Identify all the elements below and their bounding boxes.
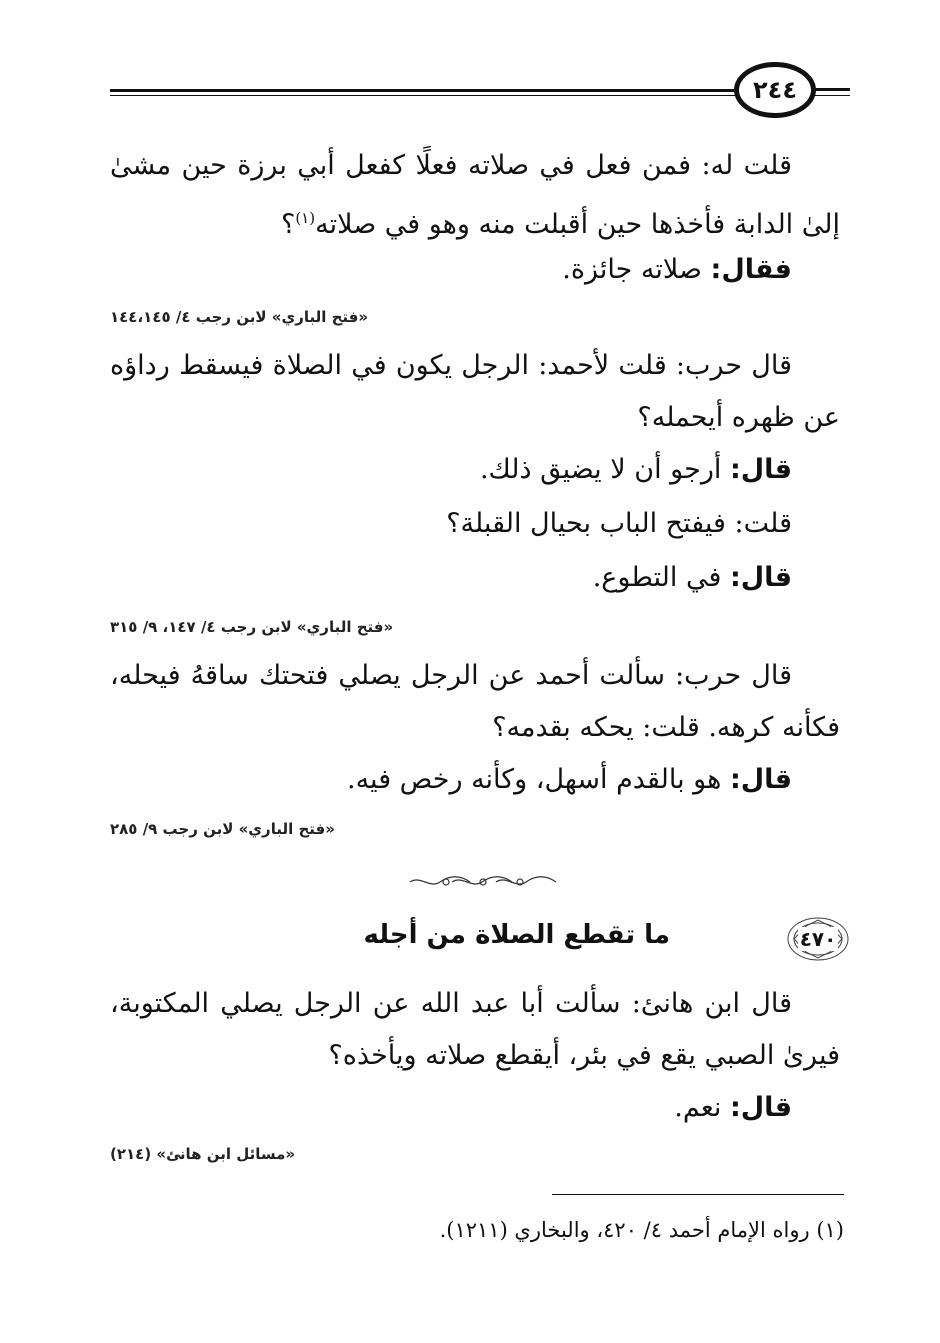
- answer-label: فقال:: [710, 254, 792, 285]
- answer-label: قال:: [729, 764, 792, 795]
- answer-label: قال:: [729, 562, 792, 593]
- paragraph-harb-leg: قال حرب: سألت أحمد عن الرجل يصلي فتحتك ساقهُ فيحله، فكأنه كرهه. قلت: يحكه بقدمه؟: [110, 660, 840, 743]
- question-mark: ؟: [280, 209, 296, 240]
- header-rule-thin: [110, 95, 740, 96]
- question-line: قلت: فيفتح الباب بحيال القبلة؟: [446, 508, 792, 539]
- page-number: ٢٤٤: [734, 62, 816, 118]
- section-heading: [110, 916, 850, 966]
- page-header: [110, 62, 850, 122]
- header-rule-right: [814, 88, 850, 91]
- answer-text: في التطوع.: [592, 562, 730, 593]
- footnote-marker: (١): [295, 209, 316, 227]
- section-number: ٤٧٠: [799, 927, 837, 951]
- footnote-text: رواه الإمام أحمد ٤/ ٤٢٠، والبخاري (١٢١١).: [439, 1218, 810, 1242]
- footnote-marker: (١): [816, 1218, 844, 1242]
- answer-text: هو بالقدم أسهل، وكأنه رخص فيه.: [346, 764, 730, 795]
- section-number-badge: [786, 916, 850, 962]
- source-citation: «فتح الباري» لابن رجب ٤/ ١٤٧، ٩/ ٣١٥: [110, 618, 394, 636]
- header-rule: [110, 89, 740, 92]
- answer-line: [110, 754, 840, 806]
- footnote: [110, 1210, 844, 1250]
- answer-line: [110, 444, 840, 496]
- paragraph-abu-barza: [110, 140, 840, 251]
- answer-text: أرجو أن لا يضيق ذلك.: [479, 454, 730, 485]
- ornament-divider: [408, 873, 558, 891]
- answer-text: نعم.: [674, 1092, 730, 1123]
- answer-text: صلاته جائزة.: [562, 254, 711, 285]
- source-citation: «فتح الباري» لابن رجب ٩/ ٢٨٥: [110, 820, 335, 838]
- answer-line: [110, 1082, 840, 1134]
- paragraph-text: قلت له: فمن فعل في صلاته فعلًا كفعل أبي برزة حين مشىٰ إلىٰ الدابة فأخذها حين أقبلت منه وهو في صلاته: [110, 150, 840, 240]
- footnote-rule: [552, 1194, 844, 1195]
- source-citation: «فتح الباري» لابن رجب ٤/ ١٤٤،١٤٥: [110, 308, 369, 326]
- section-title: ما تقطع الصلاة من أجله: [363, 920, 670, 950]
- answer-line: [110, 552, 840, 604]
- answer-label: قال:: [729, 454, 792, 485]
- header-rule-right-thin: [814, 95, 850, 96]
- paragraph-ibn-hani: قال ابن هانئ: سألت أبا عبد الله عن الرجل يصلي المكتوبة، فيرىٰ الصبي يقع في بئر، أيقطع صلاته ويأخذه؟: [110, 988, 840, 1071]
- source-citation: «مسائل ابن هانئ» (٢١٤): [110, 1145, 296, 1163]
- answer-label: قال:: [729, 1092, 792, 1123]
- paragraph-harb-question: قال حرب: قلت لأحمد: الرجل يكون في الصلاة فيسقط رداؤه عن ظهره أيحمله؟: [110, 350, 840, 433]
- answer-line: [110, 244, 840, 296]
